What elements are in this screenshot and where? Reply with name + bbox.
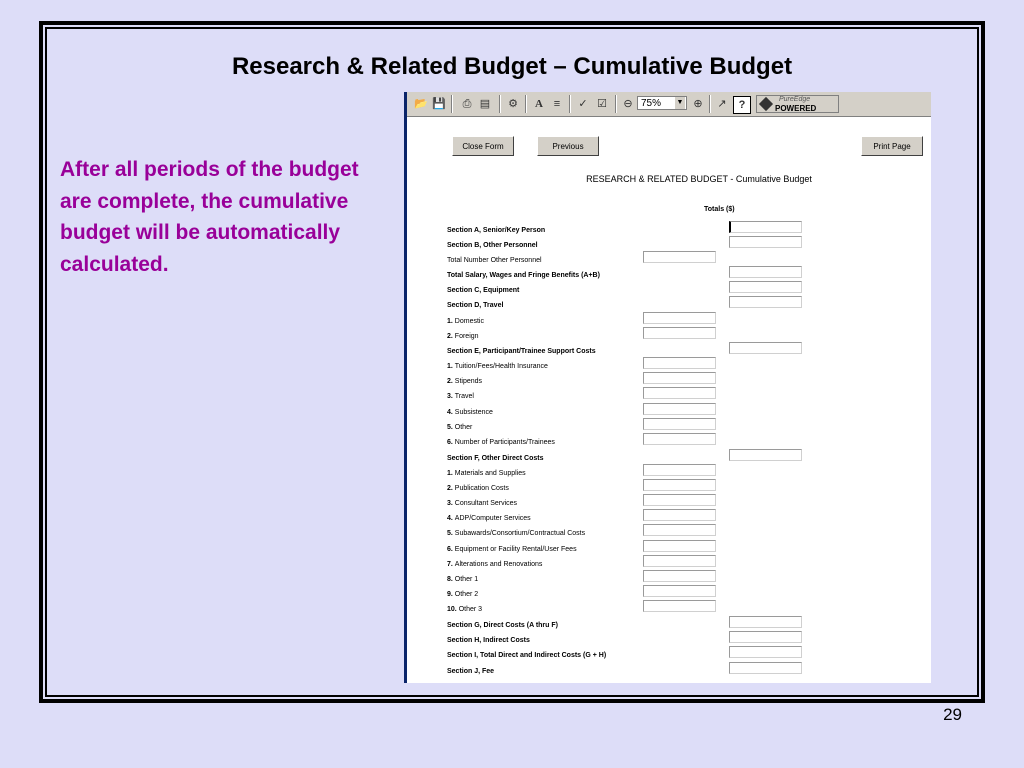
row-label-text: Section F, Other Direct Costs bbox=[447, 455, 544, 462]
row-number: 3. bbox=[447, 393, 455, 400]
detail-amount-field[interactable] bbox=[643, 570, 716, 582]
row-label-text: Number of Participants/Trainees bbox=[454, 439, 555, 446]
row-label-text: Materials and Supplies bbox=[454, 470, 526, 477]
form-title: RESEARCH & RELATED BUDGET - Cumulative Budget bbox=[586, 174, 812, 184]
row-number: 1. bbox=[447, 363, 455, 370]
row-label bbox=[447, 576, 478, 583]
row-number: 9. bbox=[447, 591, 455, 598]
row-label bbox=[447, 257, 542, 264]
total-amount-field[interactable] bbox=[729, 221, 802, 233]
totals-column-label: Totals ($) bbox=[704, 206, 735, 213]
open-icon[interactable]: 📂 bbox=[414, 98, 428, 110]
toolbar-separator bbox=[499, 95, 500, 113]
row-label bbox=[447, 530, 585, 537]
row-number: 5. bbox=[447, 424, 455, 431]
viewer-left-edge bbox=[404, 92, 407, 683]
row-label bbox=[447, 363, 548, 370]
row-label-text: Section B, Other Personnel bbox=[447, 242, 538, 249]
row-label-text: Section J, Fee bbox=[447, 668, 495, 675]
total-amount-field[interactable] bbox=[729, 616, 802, 628]
detail-amount-field[interactable] bbox=[643, 372, 716, 384]
row-number: 1. bbox=[447, 318, 455, 325]
total-amount-field[interactable] bbox=[729, 236, 802, 248]
row-label-text: Equipment or Facility Rental/User Fees bbox=[454, 546, 577, 553]
help-icon[interactable]: ? bbox=[733, 96, 751, 114]
zoom-in-icon[interactable]: ⊕ bbox=[693, 98, 703, 110]
detail-amount-field[interactable] bbox=[643, 312, 716, 324]
row-label bbox=[447, 333, 479, 340]
row-label bbox=[447, 652, 606, 659]
row-label-text: Subsistence bbox=[454, 409, 493, 416]
row-number: 7. bbox=[447, 561, 455, 568]
logo-top-text: PureEdge bbox=[779, 96, 811, 103]
zoom-out-icon[interactable]: ⊖ bbox=[623, 98, 633, 110]
detail-amount-field[interactable] bbox=[643, 540, 716, 552]
row-label bbox=[447, 348, 596, 355]
save-icon[interactable]: 💾 bbox=[432, 98, 446, 110]
total-amount-field[interactable] bbox=[729, 266, 802, 278]
row-number: 6. bbox=[447, 546, 455, 553]
row-label-text: Other 3 bbox=[458, 606, 483, 613]
previous-button[interactable]: Previous bbox=[537, 136, 599, 156]
row-label bbox=[447, 546, 577, 553]
print-icon[interactable]: ⎙ bbox=[462, 98, 472, 110]
detail-amount-field[interactable] bbox=[643, 327, 716, 339]
row-number: 8. bbox=[447, 576, 455, 583]
row-label-text: Stipends bbox=[454, 378, 483, 385]
logo-bottom-text: POWERED bbox=[775, 104, 817, 113]
print-preview-icon[interactable]: ▤ bbox=[479, 98, 491, 110]
detail-amount-field[interactable] bbox=[643, 479, 716, 491]
row-label-text: Domestic bbox=[454, 318, 484, 325]
zoom-select[interactable]: 75% bbox=[637, 96, 687, 110]
toolbar-separator bbox=[451, 95, 452, 113]
detail-amount-field[interactable] bbox=[643, 585, 716, 597]
font-icon[interactable]: A bbox=[535, 98, 543, 110]
slide-body-text: After all periods of the budget are complete, the cumulative budget will be automatically calculated. bbox=[60, 158, 359, 276]
row-number: 2. bbox=[447, 378, 455, 385]
row-number: 6. bbox=[447, 439, 455, 446]
row-label-text: Section I, Total Direct and Indirect Costs (G + H) bbox=[447, 652, 607, 659]
row-label bbox=[447, 485, 509, 492]
row-label bbox=[447, 302, 503, 309]
detail-amount-field[interactable] bbox=[643, 600, 716, 612]
row-label-text: Section G, Direct Costs (A thru F) bbox=[447, 622, 558, 629]
row-number: 2. bbox=[447, 485, 455, 492]
chevron-down-icon[interactable]: ▼ bbox=[675, 97, 685, 109]
row-number: 1. bbox=[447, 470, 455, 477]
row-label-text: Foreign bbox=[454, 333, 479, 340]
total-amount-field[interactable] bbox=[729, 646, 802, 658]
row-label-text: Travel bbox=[454, 393, 474, 400]
row-label-text: Publication Costs bbox=[454, 485, 509, 492]
detail-amount-field[interactable] bbox=[643, 464, 716, 476]
row-label bbox=[447, 500, 517, 507]
toolbar-separator bbox=[569, 95, 570, 113]
detail-amount-field[interactable] bbox=[643, 357, 716, 369]
row-label-text: Section H, Indirect Costs bbox=[447, 637, 530, 644]
row-label bbox=[447, 470, 526, 477]
detail-amount-field[interactable] bbox=[643, 403, 716, 415]
page-number: 29 bbox=[943, 705, 962, 724]
row-label bbox=[447, 409, 493, 416]
total-amount-field[interactable] bbox=[729, 449, 802, 461]
pureedge-logo bbox=[756, 95, 839, 113]
form-check-icon[interactable]: ☑ bbox=[597, 98, 607, 110]
row-label-text: ADP/Computer Services bbox=[454, 515, 531, 522]
toolbar-separator bbox=[615, 95, 616, 113]
row-label-text: Section C, Equipment bbox=[447, 287, 520, 294]
detail-amount-field[interactable] bbox=[643, 418, 716, 430]
row-label bbox=[447, 515, 531, 522]
total-amount-field[interactable] bbox=[729, 662, 802, 674]
row-label-text: Total Salary, Wages and Fringe Benefits (A+B) bbox=[447, 272, 600, 279]
row-label-text: Subawards/Consortium/Contractual Costs bbox=[454, 530, 586, 537]
row-label-text: Section E, Participant/Trainee Support Costs bbox=[447, 348, 596, 355]
row-label bbox=[447, 591, 478, 598]
total-amount-field[interactable] bbox=[729, 342, 802, 354]
row-label-text: Alterations and Renovations bbox=[454, 561, 543, 568]
row-label-text: Other 2 bbox=[454, 591, 479, 598]
row-label bbox=[447, 637, 530, 644]
row-label bbox=[447, 287, 519, 294]
pointer-help-icon[interactable]: ↗ bbox=[717, 98, 727, 110]
row-label bbox=[447, 378, 482, 385]
detail-amount-field[interactable] bbox=[643, 433, 716, 445]
form-viewer-screenshot bbox=[404, 92, 931, 683]
detail-amount-field[interactable] bbox=[643, 509, 716, 521]
detail-amount-field[interactable] bbox=[643, 555, 716, 567]
row-number: 3. bbox=[447, 500, 455, 507]
row-number: 4. bbox=[447, 515, 455, 522]
row-label bbox=[447, 622, 558, 629]
text-icon[interactable]: ≡ bbox=[553, 98, 561, 110]
detail-amount-field[interactable] bbox=[643, 524, 716, 536]
total-amount-field[interactable] bbox=[729, 296, 802, 308]
viewer-toolbar bbox=[407, 92, 931, 117]
row-number: 5. bbox=[447, 530, 455, 537]
row-label-text: Section D, Travel bbox=[447, 302, 504, 309]
toolbar-separator bbox=[709, 95, 710, 113]
close-form-button[interactable]: Close Form bbox=[452, 136, 514, 156]
row-label bbox=[447, 668, 494, 675]
detail-amount-field[interactable] bbox=[643, 494, 716, 506]
row-label bbox=[447, 227, 545, 234]
row-number: 4. bbox=[447, 409, 455, 416]
row-label bbox=[447, 561, 542, 568]
row-number: 2. bbox=[447, 333, 455, 340]
row-label bbox=[447, 424, 472, 431]
row-label-text: Other bbox=[454, 424, 473, 431]
row-label bbox=[447, 242, 538, 249]
row-label-text: Consultant Services bbox=[454, 500, 518, 507]
row-label bbox=[447, 455, 543, 462]
detail-amount-field[interactable] bbox=[643, 251, 716, 263]
detail-amount-field[interactable] bbox=[643, 387, 716, 399]
row-label-text: Section A, Senior/Key Person bbox=[447, 227, 546, 234]
slide-title: Research & Related Budget – Cumulative Budget bbox=[231, 53, 793, 80]
logo-diamond-icon bbox=[759, 97, 773, 111]
total-amount-field[interactable] bbox=[729, 281, 802, 293]
row-label-text: Total Number Other Personnel bbox=[447, 257, 542, 264]
row-label bbox=[447, 318, 484, 325]
row-label bbox=[447, 606, 482, 613]
row-label bbox=[447, 439, 555, 446]
row-label bbox=[447, 272, 600, 279]
settings-gear-icon[interactable]: ⚙ bbox=[508, 98, 518, 110]
row-number: 10. bbox=[447, 606, 459, 613]
row-label bbox=[447, 393, 474, 400]
spellcheck-icon[interactable]: ✓ bbox=[578, 98, 588, 110]
toolbar-separator bbox=[525, 95, 526, 113]
total-amount-field[interactable] bbox=[729, 631, 802, 643]
row-label-text: Tuition/Fees/Health Insurance bbox=[454, 363, 548, 370]
print-page-button[interactable]: Print Page bbox=[861, 136, 923, 156]
row-label-text: Other 1 bbox=[454, 576, 479, 583]
